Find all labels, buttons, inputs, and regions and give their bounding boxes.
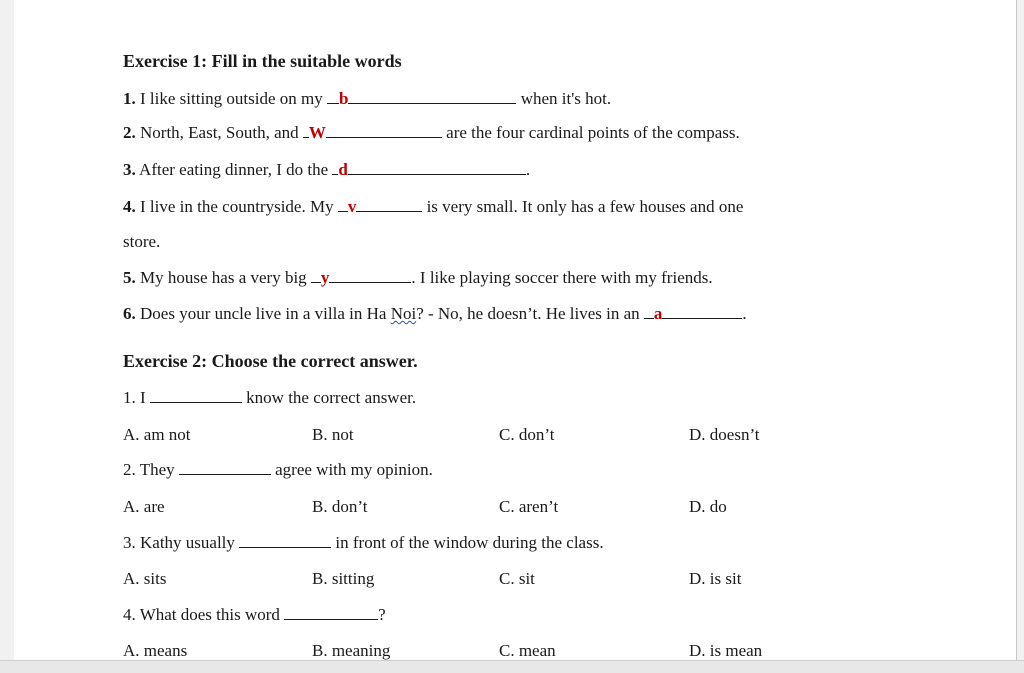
option-c[interactable]: C. sit (499, 569, 535, 588)
blank-lead[interactable] (644, 303, 654, 319)
blank-lead[interactable] (327, 88, 339, 104)
exercise-2-question-2 (123, 459, 433, 481)
option-c[interactable]: C. mean (499, 641, 556, 660)
item-text-after: . (525, 160, 531, 179)
item-number: 1. (123, 89, 136, 108)
exercise-1-item-4-continuation: store. (123, 232, 161, 251)
exercise-1-item-4 (123, 196, 743, 218)
hint-letter: d (338, 160, 348, 179)
answer-blank[interactable] (662, 303, 742, 319)
answer-blank[interactable] (284, 604, 378, 620)
option-c[interactable]: C. aren’t (499, 497, 559, 516)
item-text-before: I live in the countryside. My (135, 197, 338, 216)
exercise-2-question-3 (123, 532, 604, 554)
option-a[interactable]: A. sits (123, 569, 167, 588)
option-c[interactable]: C. don’t (499, 425, 555, 444)
exercise-2-question-1 (123, 387, 416, 409)
answer-blank[interactable] (329, 267, 411, 283)
hint-letter: v (347, 197, 357, 216)
exercise-1-item-2 (123, 122, 740, 144)
exercise-1-item-6 (123, 303, 747, 325)
option-b[interactable]: B. meaning (312, 641, 391, 660)
item-text-before: I like sitting outside on my (135, 89, 327, 108)
option-a[interactable]: A. am not (123, 425, 191, 444)
hint-letter: y (320, 268, 330, 287)
viewer-bottom-edge (0, 660, 1024, 673)
question-text-before: 2. They (123, 460, 179, 479)
answer-blank[interactable] (348, 88, 516, 104)
item-text-after: are the four cardinal points of the compass. (441, 123, 740, 142)
option-b[interactable]: B. sitting (312, 569, 375, 588)
hint-letter: b (339, 89, 349, 108)
item-number: 5. (123, 268, 136, 287)
answer-blank[interactable] (348, 159, 526, 175)
option-b[interactable]: B. don’t (312, 497, 368, 516)
document-page (14, 0, 1017, 660)
option-d[interactable]: D. is mean (689, 641, 763, 660)
answer-blank[interactable] (239, 532, 331, 548)
question-text-after: know the correct answer. (241, 388, 417, 407)
answer-blank[interactable] (326, 122, 442, 138)
item-text-after: . I like playing soccer there with my friends. (411, 268, 713, 287)
hint-letter: a (653, 304, 663, 323)
option-d[interactable]: D. is sit (689, 569, 742, 588)
item-text-before: My house has a very big (135, 268, 311, 287)
item-text-after: . (742, 304, 747, 323)
question-text-before: 3. Kathy usually (123, 533, 240, 552)
hint-letter: W (308, 123, 326, 142)
exercise-2-question-4 (123, 604, 386, 626)
exercise-1-title: Exercise 1: Fill in the suitable words (123, 51, 402, 71)
answer-blank[interactable] (356, 196, 422, 212)
exercise-1-item-3 (123, 159, 530, 181)
option-a[interactable]: A. are (123, 497, 165, 516)
option-d[interactable]: D. do (689, 497, 727, 516)
question-text-before: 1. I (123, 388, 150, 407)
answer-blank[interactable] (179, 459, 271, 475)
option-b[interactable]: B. not (312, 425, 354, 444)
question-text-before: 4. What does this word (123, 605, 285, 624)
item-text-before: After eating dinner, I do the (135, 160, 333, 179)
item-text-before: Does your uncle live in a villa in Ha (135, 304, 391, 323)
question-text-after: agree with my opinion. (270, 460, 433, 479)
exercise-2-title: Exercise 2: Choose the correct answer. (123, 351, 418, 371)
spellcheck-word[interactable]: Noi (390, 304, 417, 323)
question-text-after: ? (378, 605, 386, 624)
option-a[interactable]: A. means (123, 641, 188, 660)
blank-lead[interactable] (311, 267, 321, 283)
blank-lead[interactable] (338, 196, 348, 212)
exercise-1-item-1 (123, 88, 611, 110)
item-text-after: when it's hot. (516, 89, 612, 108)
question-text-after: in front of the window during the class. (331, 533, 604, 552)
item-number: 2. (123, 123, 136, 142)
item-text-after: is very small. It only has a few houses and one (422, 197, 744, 216)
item-text-mid: ? - No, he doesn’t. He lives in an (416, 304, 644, 323)
answer-blank[interactable] (150, 387, 242, 403)
item-number: 4. (123, 197, 136, 216)
exercise-1-item-5 (123, 267, 713, 289)
item-text-before: North, East, South, and (135, 123, 303, 142)
item-number: 3. (123, 160, 136, 179)
option-d[interactable]: D. doesn’t (689, 425, 760, 444)
item-number: 6. (123, 304, 136, 323)
